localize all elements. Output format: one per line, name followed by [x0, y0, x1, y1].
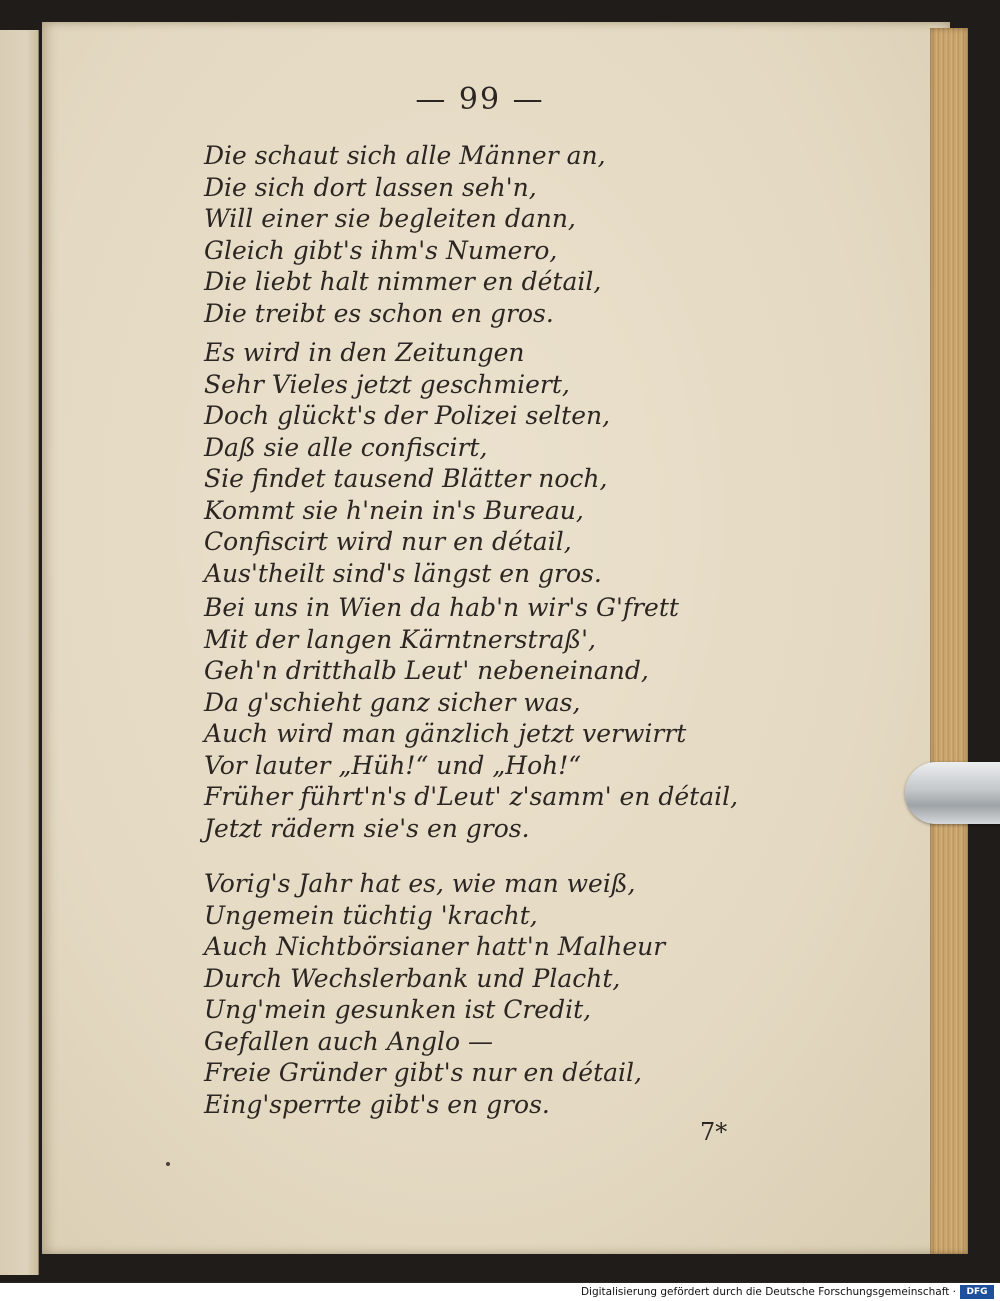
verse-line: Sie findet tausend Blätter noch,	[204, 464, 608, 493]
page-number-header: — 99 —	[415, 82, 545, 117]
stanza-1	[204, 140, 606, 329]
verse-line: Bei uns in Wien da hab'n wir's G'frett	[204, 593, 679, 622]
verse-line: Gefallen auch Anglo —	[204, 1026, 493, 1056]
verse-line: Die schaut sich alle Männer an,	[204, 141, 606, 170]
verse-line: Auch Nichtbörsianer hatt'n Malheur	[204, 932, 666, 961]
verse-line: Jetzt rädern sie's en gros.	[204, 813, 530, 843]
verse-line: Geh'n dritthalb Leut' nebeneinand,	[204, 656, 649, 685]
stanza-4	[204, 868, 665, 1120]
verse-line: Gleich gibt's ihm's Numero,	[204, 235, 558, 265]
verse-line: Die treibt es schon en gros.	[204, 298, 554, 328]
verse-line: Kommt sie h'nein in's Bureau,	[204, 495, 584, 525]
verse-line: Sehr Vieles jetzt geschmiert,	[204, 369, 570, 399]
signature-mark: 7*	[700, 1118, 728, 1146]
verse-line: Vorig's Jahr hat es, wie man weiß,	[204, 869, 636, 898]
dfg-logo-icon: DFG	[960, 1285, 994, 1299]
verse-line: Freie Gründer gibt's nur en détail,	[204, 1058, 642, 1087]
ink-speck	[166, 1162, 170, 1166]
verse-line: Da g'schieht ganz sicher was,	[204, 687, 581, 717]
verse-line: Aus'theilt sind's längst en gros.	[204, 558, 602, 588]
verse-line: Es wird in den Zeitungen	[204, 338, 525, 367]
left-page-edge	[0, 30, 39, 1275]
verse-line: Früher führt'n's d'Leut' z'samm' en détail,	[204, 782, 739, 811]
verse-line: Die liebt halt nimmer en détail,	[204, 267, 602, 296]
verse-line: Doch glückt's der Polizei selten,	[204, 401, 611, 430]
verse-line: Confiscirt wird nur en détail,	[204, 527, 572, 556]
funding-notice: Digitalisierung gefördert durch die Deutsche Forschungsgemeinschaft ·	[580, 1286, 956, 1298]
page-stack-edge	[930, 28, 968, 1254]
verse-line: Will einer sie begleiten dann,	[204, 204, 576, 233]
verse-line: Daß sie alle confiscirt,	[204, 432, 488, 462]
page-clip	[905, 762, 1000, 824]
verse-line: Durch Wechslerbank und Placht,	[204, 963, 621, 993]
stanza-2	[204, 337, 610, 589]
verse-line: Vor lauter „Hüh!“ und „Hoh!“	[204, 750, 582, 780]
footer-bar	[0, 1283, 1000, 1301]
verse-line: Ung'mein gesunken ist Credit,	[204, 995, 592, 1024]
stanza-3	[204, 592, 738, 844]
verse-line: Die sich dort lassen seh'n,	[204, 172, 537, 202]
verse-line: Auch wird man gänzlich jetzt verwirrt	[204, 719, 687, 748]
verse-line: Ungemein tüchtig 'kracht,	[204, 900, 538, 930]
verse-line: Eing'sperrte gibt's en gros.	[204, 1089, 550, 1119]
verse-line: Mit der langen Kärntnerstraß',	[204, 624, 596, 654]
